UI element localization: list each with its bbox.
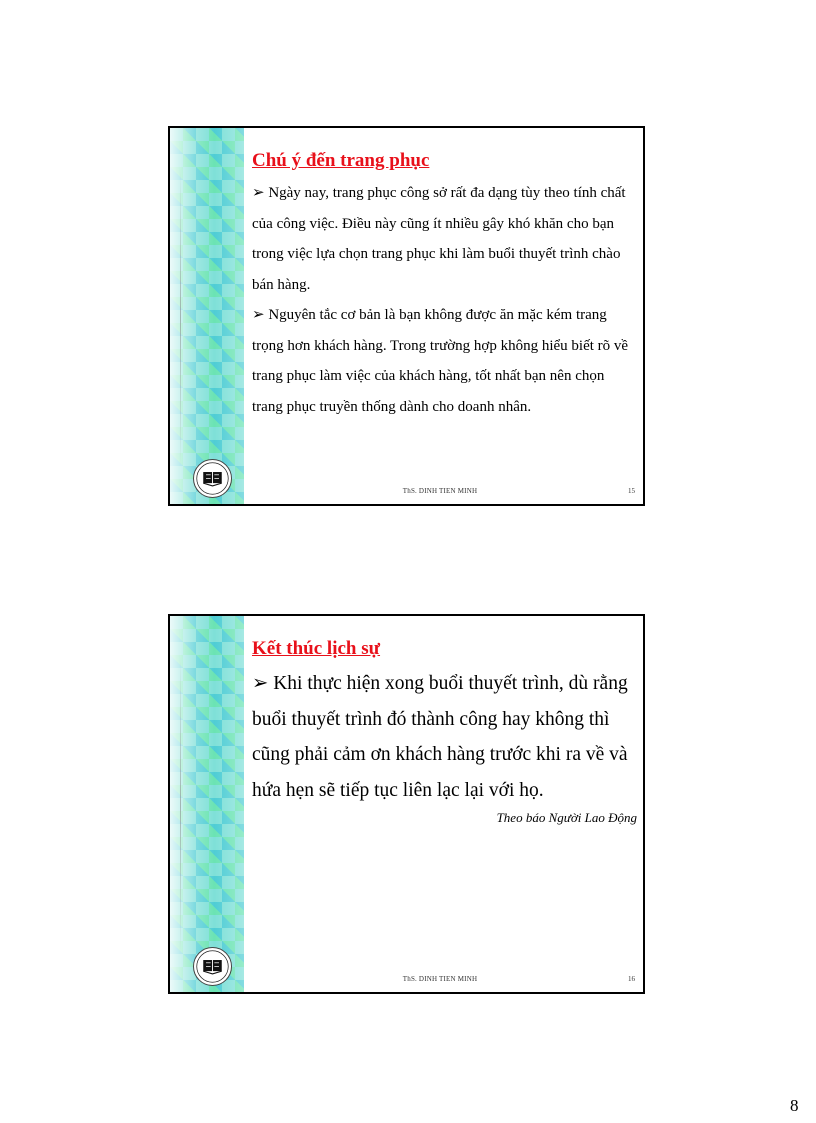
slide-content [252,636,637,826]
university-logo-icon [193,947,232,986]
slide-title: Chú ý đến trang phục [252,150,430,171]
source-citation: Theo báo Người Lao Động [496,810,637,825]
slide-footer: ThS. DINH TIEN MINH [402,487,478,495]
slide-number: 16 [628,975,635,983]
slide-content [252,148,637,422]
slide-title: Kết thúc lịch sự [252,638,381,659]
bullet-item: ➢ Nguyên tắc cơ bản là bạn không được ăn mặc kém trang trọng hơn khách hàng. Trong trường hợp không hiểu biết rõ về trang phục làm việc của khách hàng, tốt nhất bạn nên chọn trang phục truyền thống dành cho doanh nhân. [252,307,629,415]
university-logo-icon [193,459,232,498]
bullet-item: ➢ Khi thực hiện xong buổi thuyết trình, dù rằng buổi thuyết trình đó thành công hay không thì cũng phải cảm ơn khách hàng trước khi ra về và hứa hẹn sẽ tiếp tục liên lạc lại với họ. [252,673,628,801]
slide-16 [168,614,645,994]
page-number: 8 [790,1096,799,1115]
slide-number: 15 [628,487,635,495]
slide-15 [168,126,645,506]
slide-footer: ThS. DINH TIEN MINH [402,975,478,983]
bullet-item: ➢ Ngày nay, trang phục công sở rất đa dạng tùy theo tính chất của công việc. Điều này cũng ít nhiều gây khó khăn cho bạn trong việc lựa chọn trang phục khi làm buổi thuyết trình chào bán hàng. [252,185,626,293]
